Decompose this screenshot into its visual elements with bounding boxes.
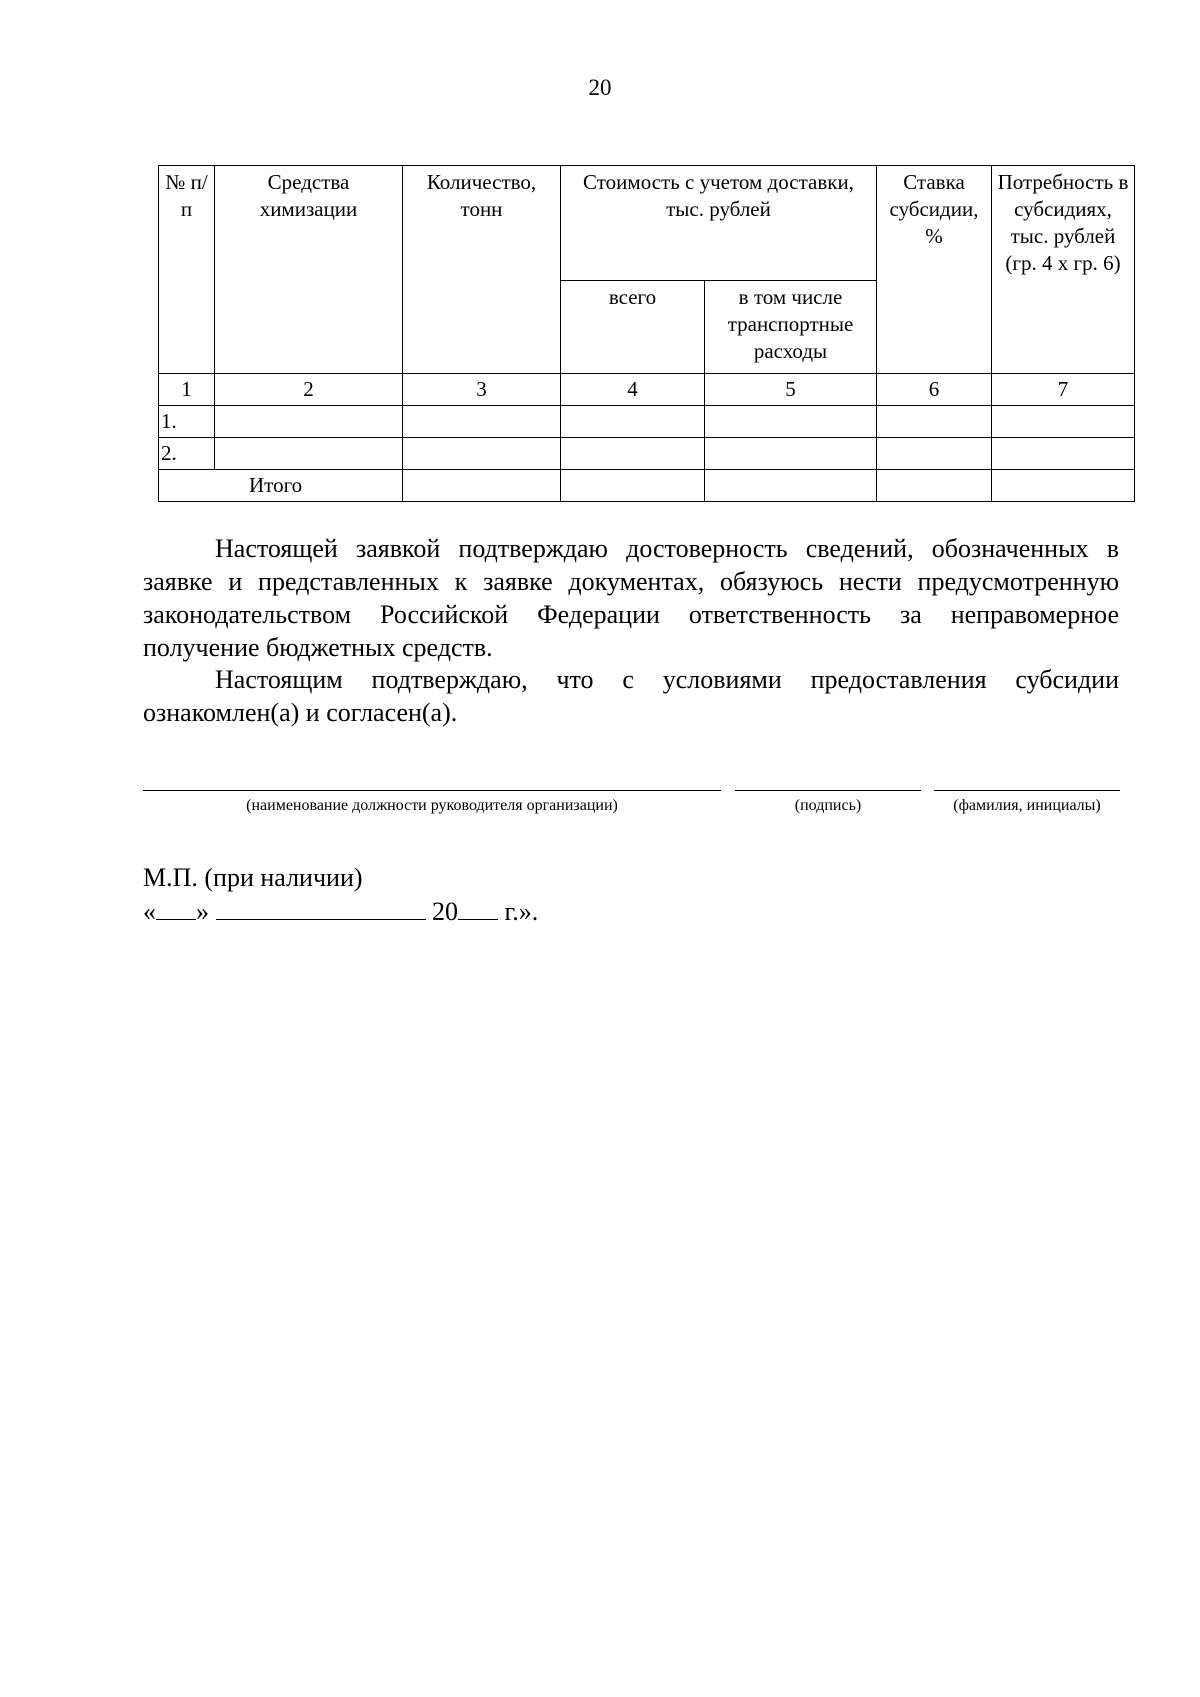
- total-label: Итого: [159, 470, 403, 502]
- date-line: [143, 895, 538, 929]
- table-cell: [403, 438, 561, 470]
- header-row: [159, 166, 1135, 281]
- table-cell: [705, 438, 877, 470]
- table-cell: [992, 438, 1135, 470]
- signature-line: [735, 790, 921, 791]
- header-need: Потребность в субсидиях, тыс. рублей (гр. 4 х гр. 6): [992, 166, 1135, 374]
- row-number: 1.: [159, 406, 215, 438]
- name-signature-line: [934, 790, 1120, 791]
- table-cell: [215, 406, 403, 438]
- header-quantity: Количество, тонн: [403, 166, 561, 374]
- table-cell: [992, 406, 1135, 438]
- consent-paragraph: Настоящим подтверждаю, что с условиями предоставления субсидии ознакомлен(а) и согласен(а).: [143, 665, 1119, 727]
- table-cell: [705, 406, 877, 438]
- table-cell: [705, 470, 877, 502]
- column-number: 2: [215, 374, 403, 406]
- total-row: [159, 470, 1135, 502]
- header-cost-transport: в том числе транспортные расходы: [705, 281, 877, 374]
- table-cell: [403, 470, 561, 502]
- row-number: 2.: [159, 438, 215, 470]
- table-cell: [215, 438, 403, 470]
- column-number: 4: [561, 374, 705, 406]
- column-number: 1: [159, 374, 215, 406]
- name-caption: (фамилия, инициалы): [953, 797, 1101, 814]
- confirmation-paragraph: Настоящей заявкой подтверждаю достоверность сведений, обозначенных в заявке и представленных к заявке документах, обязуюсь нести предусмотренную законодательством Российской Федерации ответственность за неправомерное получение бюджетных средств.: [143, 534, 1119, 662]
- year-blank: [458, 895, 498, 920]
- header-chemicals: Средства химизации: [215, 166, 403, 374]
- column-number: 3: [403, 374, 561, 406]
- table-row: [159, 406, 1135, 438]
- table-cell: [561, 406, 705, 438]
- month-blank: [216, 895, 426, 920]
- date-year-prefix: 20: [432, 897, 458, 926]
- table-cell: [992, 470, 1135, 502]
- header-rate: Ставка субсидии, %: [877, 166, 992, 374]
- date-close-quote: »: [196, 897, 209, 926]
- stamp-label: М.П. (при наличии): [143, 863, 363, 892]
- date-open-quote: «: [143, 897, 156, 926]
- position-signature-line: [143, 790, 721, 791]
- page-number: 20: [588, 75, 612, 100]
- subsidy-table: [158, 165, 1135, 502]
- column-number-row: [159, 374, 1135, 406]
- signature-caption: (подпись): [794, 797, 862, 814]
- column-number: 6: [877, 374, 992, 406]
- table-cell: [561, 470, 705, 502]
- table-cell: [403, 406, 561, 438]
- table-cell: [877, 438, 992, 470]
- table-cell: [877, 470, 992, 502]
- header-cost-total: всего: [561, 281, 705, 374]
- table-cell: [877, 406, 992, 438]
- table-row: [159, 438, 1135, 470]
- day-blank: [156, 895, 196, 920]
- column-number: 7: [992, 374, 1135, 406]
- date-suffix: г.».: [504, 897, 539, 926]
- table-cell: [561, 438, 705, 470]
- header-num: № п/п: [159, 166, 215, 374]
- header-cost-group: Стоимость с учетом доставки, тыс. рублей: [561, 166, 877, 281]
- position-caption: (наименование должности руководителя организации): [246, 797, 618, 814]
- column-number: 5: [705, 374, 877, 406]
